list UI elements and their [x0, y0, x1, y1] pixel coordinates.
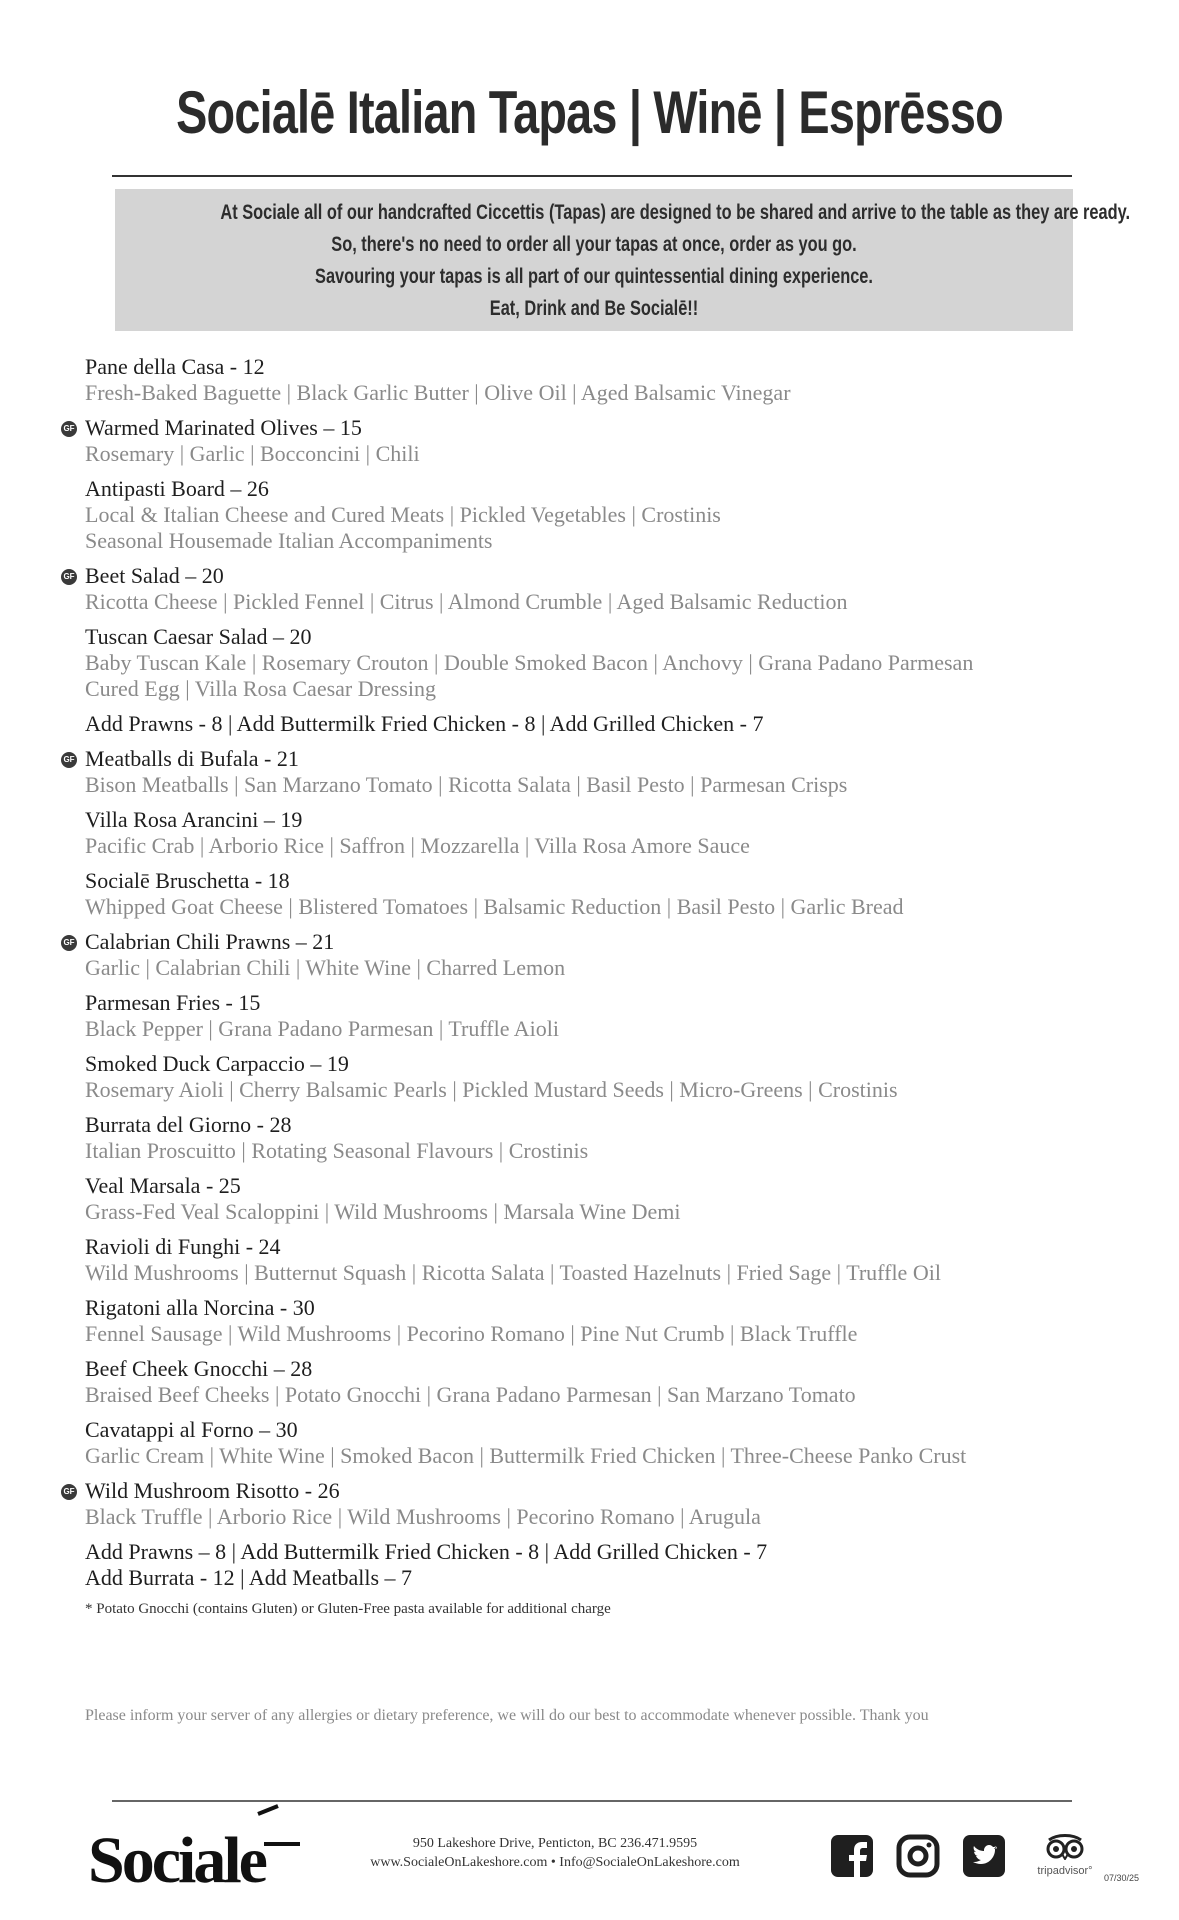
twitter-icon[interactable]: [962, 1834, 1006, 1878]
item-name: Warmed Marinated Olives – 15: [85, 415, 362, 440]
pasta-addons: Add Burrata - 12 | Add Meatballs – 7: [85, 1565, 413, 1590]
top-divider: [112, 175, 1072, 177]
item-description: Black Truffle | Arborio Rice | Wild Mushrooms | Pecorino Romano | Arugula: [85, 1504, 761, 1529]
menu-item: [85, 476, 1125, 554]
facebook-icon[interactable]: [830, 1834, 874, 1878]
item-name: Parmesan Fries - 15: [85, 990, 261, 1015]
menu-item: [63, 1478, 1125, 1530]
item-description: Rosemary | Garlic | Bocconcini | Chili: [85, 441, 420, 466]
item-name: Wild Mushroom Risotto - 26: [85, 1478, 340, 1503]
allergy-note: Please inform your server of any allergies or dietary preference, we will do our best to accommodate whenever possible. Thank you: [85, 1707, 929, 1724]
item-name: Beet Salad – 20: [85, 563, 224, 588]
instagram-icon[interactable]: [896, 1834, 940, 1878]
menu-item: [63, 563, 1125, 615]
item-description: Rosemary Aioli | Cherry Balsamic Pearls | Pickled Mustard Seeds | Micro-Greens | Crostinis: [85, 1077, 898, 1102]
item-name: Ravioli di Funghi - 24: [85, 1234, 281, 1259]
item-description: Black Pepper | Grana Padano Parmesan | Truffle Aioli: [85, 1016, 559, 1041]
menu-item: [63, 746, 1125, 798]
item-description: Bison Meatballs | San Marzano Tomato | Ricotta Salata | Basil Pesto | Parmesan Crisps: [85, 772, 848, 797]
item-description: Ricotta Cheese | Pickled Fennel | Citrus | Almond Crumble | Aged Balsamic Reduction: [85, 589, 848, 614]
item-description: Braised Beef Cheeks | Potato Gnocchi | Grana Padano Parmesan | San Marzano Tomato: [85, 1382, 856, 1407]
menu-item: [63, 415, 1125, 467]
intro-line: So, there's no need to order all your tapas at once, order as you go.: [331, 233, 857, 256]
menu-list: [63, 354, 1125, 1619]
salad-addons: Add Prawns - 8 | Add Buttermilk Fried Chicken - 8 | Add Grilled Chicken - 7: [85, 711, 764, 736]
footnote: * Potato Gnocchi (contains Gluten) or Gluten-Free pasta available for additional charge: [85, 1601, 611, 1617]
item-description: Garlic | Calabrian Chili | White Wine | Charred Lemon: [85, 955, 566, 980]
intro-line: At Sociale all of our handcrafted Ciccettis (Tapas) are designed to be shared and arrive to the table as they are ready.: [220, 201, 1131, 224]
item-description: Seasonal Housemade Italian Accompaniments: [85, 528, 493, 553]
menu-item: [85, 1417, 1125, 1469]
logo-wordmark: Sociale: [88, 1824, 265, 1894]
item-description: Wild Mushrooms | Butternut Squash | Ricotta Salata | Toasted Hazelnuts | Fried Sage | Truffle Oil: [85, 1260, 941, 1285]
item-description: Fresh-Baked Baguette | Black Garlic Butter | Olive Oil | Aged Balsamic Vinegar: [85, 380, 791, 405]
item-name: Antipasti Board – 26: [85, 476, 269, 501]
menu-item: [85, 990, 1125, 1042]
tripadvisor-label: tripadvisor°: [1037, 1865, 1093, 1877]
contact-info: [330, 1834, 780, 1872]
item-name: Veal Marsala - 25: [85, 1173, 241, 1198]
menu-item: [85, 868, 1125, 920]
item-description: Grass-Fed Veal Scaloppini | Wild Mushrooms | Marsala Wine Demi: [85, 1199, 681, 1224]
gluten-free-icon: GF: [61, 1484, 77, 1500]
address-line: 950 Lakeshore Drive, Penticton, BC 236.471.9595: [412, 1836, 698, 1851]
gluten-free-icon: GF: [61, 935, 77, 951]
item-name: Beef Cheek Gnocchi – 28: [85, 1356, 313, 1381]
tripadvisor-link[interactable]: [1030, 1834, 1100, 1884]
menu-item: [85, 807, 1125, 859]
item-description: Baby Tuscan Kale | Rosemary Crouton | Double Smoked Bacon | Anchovy | Grana Padano Parmesan: [85, 650, 974, 675]
menu-item: [85, 1051, 1125, 1103]
web-email-line: www.SocialeOnLakeshore.com • Info@SocialeOnLakeshore.com: [370, 1855, 740, 1870]
menu-item: [85, 624, 1125, 702]
pasta-addons: Add Prawns – 8 | Add Buttermilk Fried Chicken - 8 | Add Grilled Chicken - 7: [85, 1539, 768, 1564]
item-description: Local & Italian Cheese and Cured Meats | Pickled Vegetables | Crostinis: [85, 502, 721, 527]
item-name: Socialē Bruschetta - 18: [85, 868, 290, 893]
item-name: Rigatoni alla Norcina - 30: [85, 1295, 315, 1320]
gluten-free-icon: GF: [61, 752, 77, 768]
item-name: Tuscan Caesar Salad – 20: [85, 624, 312, 649]
gluten-free-icon: GF: [61, 421, 77, 437]
tripadvisor-owl-icon: [1043, 1834, 1087, 1860]
intro-line: Savouring your tapas is all part of our quintessential dining experience.: [315, 265, 873, 288]
item-name: Calabrian Chili Prawns – 21: [85, 929, 335, 954]
sociale-logo: [88, 1804, 308, 1894]
item-name: Meatballs di Bufala - 21: [85, 746, 299, 771]
item-description: Pacific Crab | Arborio Rice | Saffron | Mozzarella | Villa Rosa Amore Sauce: [85, 833, 750, 858]
menu-item: [85, 354, 1125, 406]
intro-line: Eat, Drink and Be Socialē!!: [489, 297, 699, 320]
menu-item: [85, 1112, 1125, 1164]
item-description: Cured Egg | Villa Rosa Caesar Dressing: [85, 676, 436, 701]
item-description: Garlic Cream | White Wine | Smoked Bacon | Buttermilk Fried Chicken | Three-Cheese Panko Crust: [85, 1443, 967, 1468]
menu-item: [85, 1356, 1125, 1408]
item-name: Burrata del Giorno - 28: [85, 1112, 292, 1137]
item-description: Fennel Sausage | Wild Mushrooms | Pecorino Romano | Pine Nut Crumb | Black Truffle: [85, 1321, 858, 1346]
menu-item: [85, 1295, 1125, 1347]
item-description: Italian Proscuitto | Rotating Seasonal Flavours | Crostinis: [85, 1138, 589, 1163]
gluten-free-icon: GF: [61, 569, 77, 585]
page-title: Socialē Italian Tapas | Winē | Esprēsso: [176, 79, 1003, 146]
menu-item: [85, 1234, 1125, 1286]
item-description: Whipped Goat Cheese | Blistered Tomatoes | Balsamic Reduction | Basil Pesto | Garlic Bread: [85, 894, 904, 919]
menu-item: [63, 929, 1125, 981]
bottom-divider: [112, 1800, 1072, 1802]
menu-item: [85, 1173, 1125, 1225]
print-date: 07/30/25: [1104, 1873, 1140, 1883]
item-name: Villa Rosa Arancini – 19: [85, 807, 303, 832]
intro-banner: [115, 189, 1131, 331]
item-name: Pane della Casa - 12: [85, 354, 265, 379]
item-name: Cavatappi al Forno – 30: [85, 1417, 298, 1442]
item-name: Smoked Duck Carpaccio – 19: [85, 1051, 349, 1076]
